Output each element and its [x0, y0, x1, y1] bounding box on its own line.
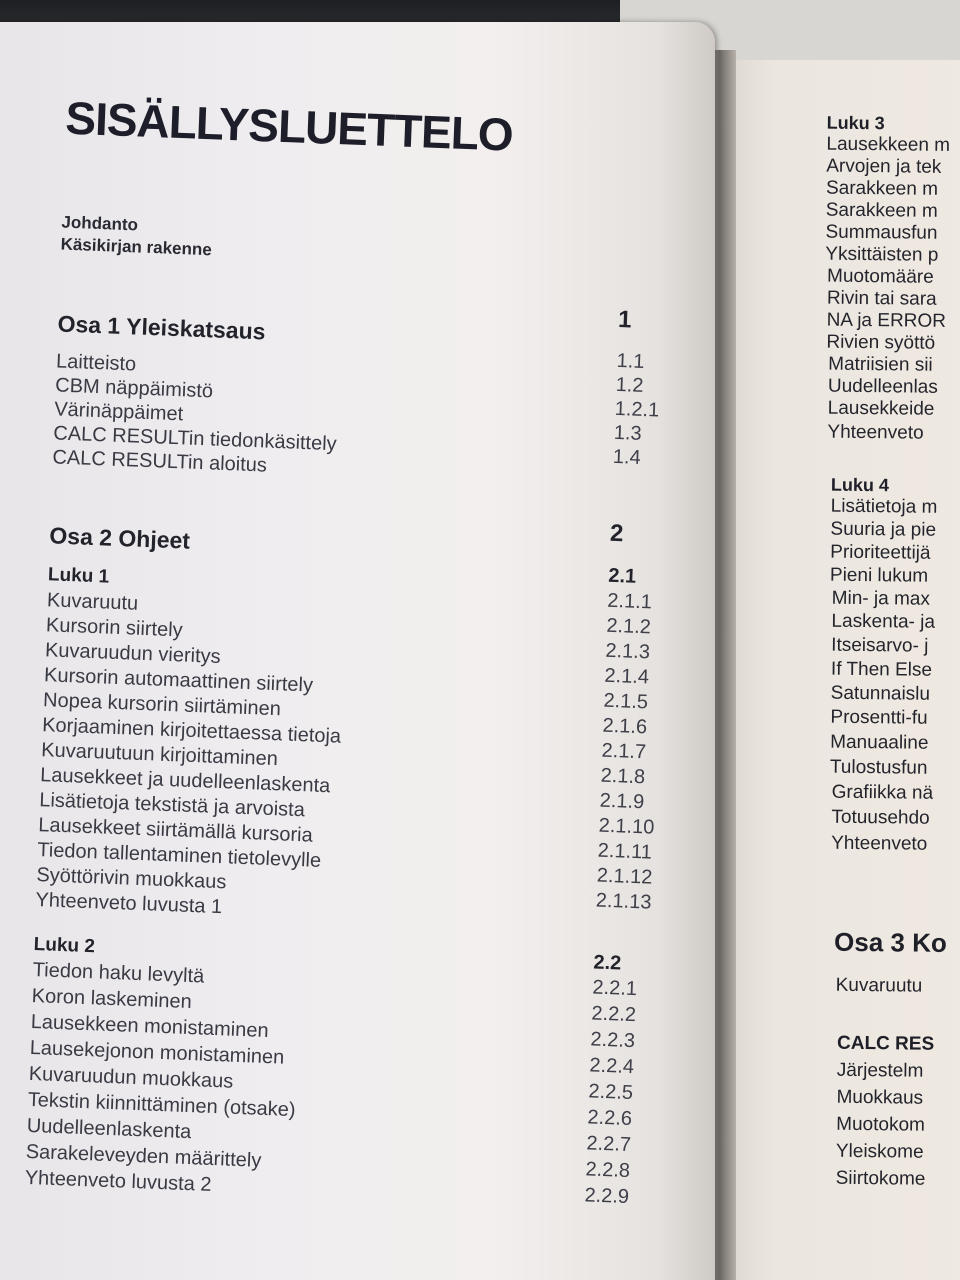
toc-entry: Matriisien sii: [828, 353, 933, 376]
toc-number: 1.3: [613, 421, 643, 445]
toc-number: 1.1: [616, 349, 645, 373]
toc-number: 2.1.8: [600, 764, 646, 789]
toc-entry: Lausekkeide: [827, 397, 935, 420]
toc-number: 2.2.3: [590, 1028, 636, 1053]
toc-entry: Kuvaruutu: [835, 974, 923, 997]
toc-entry: NA ja ERROR: [826, 309, 947, 332]
toc-entry: Tiedon tallentaminen tietolevylle: [36, 839, 322, 872]
toc-number: 2.2.6: [587, 1106, 633, 1131]
toc-entry: Uudelleenlaskenta: [26, 1114, 192, 1144]
toc-entry: Yhteenveto: [831, 832, 928, 855]
part-heading: Osa 2 Ohjeet: [48, 522, 191, 554]
part-heading: Osa 3 Ko: [833, 926, 948, 958]
toc-entry: Yhteenveto luvusta 1: [35, 889, 223, 919]
toc-entry: Rivien syöttö: [826, 331, 936, 354]
part-number: 1: [617, 305, 633, 334]
toc-entry: Muokkaus: [836, 1086, 924, 1109]
intro-item: Johdanto: [61, 212, 139, 235]
toc-entry: Lisätietoja tekstistä ja arvoista: [38, 789, 306, 822]
toc-entry: Yhteenveto: [827, 421, 924, 444]
toc-number: 2.2.2: [591, 1002, 637, 1027]
toc-entry: CALC RESULTin aloitus: [52, 446, 268, 477]
toc-number: 2.2.5: [588, 1080, 634, 1105]
toc-entry: Syöttörivin muokkaus: [36, 864, 227, 894]
toc-entry: Lausekejonon monistaminen: [29, 1036, 285, 1069]
toc-entry: Nopea kursorin siirtäminen: [42, 689, 282, 721]
toc-entry: Kuvaruudun vieritys: [44, 639, 222, 668]
toc-entry: Pieni lukum: [829, 564, 929, 587]
toc-number: 2.1.12: [596, 864, 653, 889]
toc-number: 2.2.8: [585, 1158, 631, 1183]
toc-number: 2.1.11: [597, 839, 653, 864]
toc-entry: Tulostusfun: [829, 756, 928, 779]
toc-entry: Korjaaminen kirjoitettaessa tietoja: [41, 714, 342, 748]
toc-entry: Koron laskeminen: [31, 984, 193, 1014]
toc-entry: Lausekkeet siirtämällä kursoria: [37, 814, 314, 847]
toc-number: 2.1.1: [606, 589, 653, 614]
toc-number: 2.1.7: [601, 739, 647, 764]
toc-number: 2.1.13: [595, 889, 652, 914]
toc-entry: Värinäppäimet: [53, 398, 184, 426]
toc-number: 2.1.9: [599, 789, 645, 814]
toc-entry: Lisätietoja m: [830, 495, 938, 518]
toc-entry: Lausekkeet ja uudelleenlaskenta: [39, 764, 331, 798]
toc-entry: Grafiikka nä: [831, 781, 934, 804]
right-page-content: [722, 0, 960, 1280]
toc-number: 2.1.6: [602, 714, 648, 739]
toc-number: 2.1.4: [604, 664, 650, 689]
toc-entry: Siirtokome: [835, 1167, 926, 1190]
toc-entry: Manuaaline: [830, 731, 929, 754]
toc-entry: Prioriteettijä: [830, 541, 931, 564]
toc-entry: If Then Else: [830, 658, 933, 681]
section-label: CALC RES: [836, 1032, 935, 1055]
toc-entry: Summausfun: [825, 221, 938, 244]
toc-number: 2.1.5: [603, 689, 649, 714]
toc-number: 2.2.1: [592, 976, 638, 1001]
intro-item: Käsikirjan rakenne: [60, 234, 213, 260]
toc-entry: Kuvaruutu: [46, 589, 139, 615]
part-heading: Osa 1 Yleiskatsaus: [57, 310, 266, 345]
toc-number: 2.1.3: [605, 639, 651, 664]
toc-number: 2.1.10: [598, 814, 655, 839]
chapter-number: 2.2: [593, 951, 622, 975]
toc-number: 2.1.2: [606, 614, 652, 639]
chapter-number: 2.1: [607, 564, 637, 588]
toc-entry: Rivin tai sara: [826, 287, 937, 310]
toc-number: 1.2.1: [614, 397, 660, 422]
toc-number: 2.2.7: [586, 1132, 632, 1157]
right-page-clip: [722, 0, 960, 1280]
toc-entry: Järjestelm: [836, 1059, 924, 1082]
toc-entry: Totuusehdo: [831, 806, 930, 829]
toc-entry: Yleiskome: [835, 1140, 924, 1163]
toc-entry: Muotokom: [836, 1113, 926, 1136]
chapter-label: Luku 4: [830, 474, 890, 496]
toc-entry: Uudelleenlas: [827, 375, 938, 398]
toc-entry: Yksittäisten p: [825, 243, 939, 266]
toc-number: 1.2: [615, 373, 644, 397]
toc-entry: Sarakkeen m: [825, 199, 938, 222]
toc-entry: Kuvaruudun muokkaus: [28, 1062, 234, 1093]
toc-entry: Min- ja max: [831, 587, 931, 610]
chapter-label: Luku 3: [826, 112, 885, 134]
toc-entry: Kursorin siirtely: [45, 614, 184, 642]
page-title: SISÄLLYSLUETTELO: [64, 91, 514, 161]
toc-entry: Tiedon haku levyltä: [32, 958, 205, 988]
toc-entry: CBM näppäimistö: [54, 374, 214, 403]
toc-entry: Muotomääre: [826, 265, 934, 288]
chapter-label: Luku 1: [47, 564, 110, 588]
toc-entry: Laitteisto: [55, 350, 137, 376]
toc-entry: Sarakeleveyden määrittely: [25, 1140, 262, 1172]
toc-entry: Sarakkeen m: [825, 177, 939, 200]
toc-entry: Kursorin automaattinen siirtely: [43, 664, 314, 697]
toc-entry: Suuria ja pie: [830, 518, 937, 541]
toc-number: 2.2.4: [589, 1054, 635, 1079]
toc-entry: Lausekkeen monistaminen: [30, 1010, 269, 1043]
toc-entry: Tekstin kiinnittäminen (otsake): [27, 1088, 296, 1122]
toc-entry: Prosentti-fu: [830, 706, 928, 729]
toc-entry: Yhteenveto luvusta 2: [24, 1166, 212, 1196]
toc-number: 2.2.9: [584, 1184, 630, 1209]
toc-entry: CALC RESULTin tiedonkäsittely: [52, 422, 338, 456]
toc-entry: Arvojen ja tek: [826, 155, 942, 178]
toc-entry: Itseisarvo- j: [831, 634, 929, 657]
toc-entry: Satunnaislu: [830, 682, 931, 705]
part-number: 2: [609, 519, 624, 548]
toc-entry: Lausekkeen m: [826, 133, 951, 156]
chapter-label: Luku 2: [33, 934, 96, 958]
toc-number: 1.4: [612, 445, 642, 469]
toc-entry: Laskenta- ja: [831, 610, 936, 633]
toc-entry: Kuvaruutuun kirjoittaminen: [40, 739, 279, 771]
